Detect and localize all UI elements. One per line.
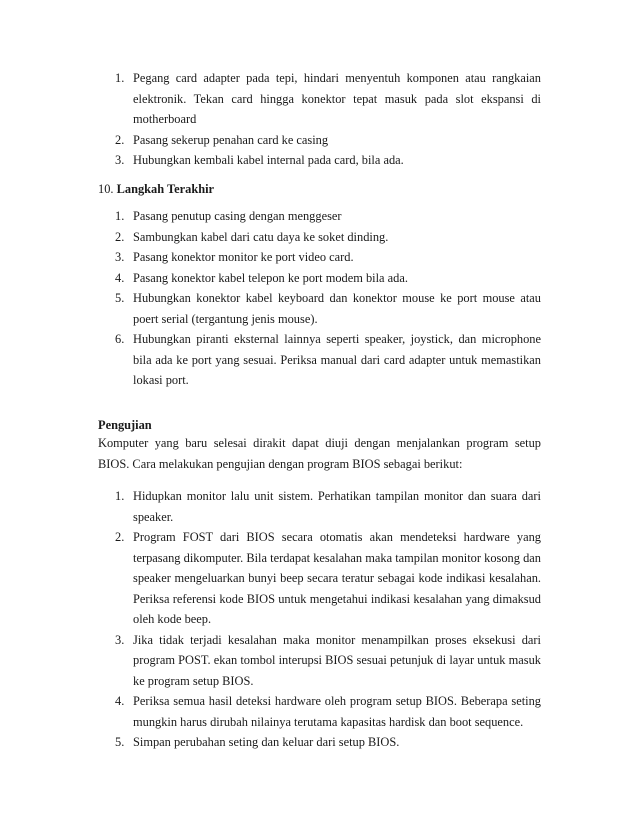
list-item-text: Hubungkan kembali kabel internal pada card, bila ada. (133, 153, 404, 167)
list-item-number: 6. (115, 332, 125, 346)
list-item-text: Simpan perubahan seting dan keluar dari setup BIOS. (133, 735, 400, 749)
pengujian-intro-paragraph: Komputer yang baru selesai dirakit dapat diuji dengan menjalankan program setup BIOS. Cara melakukan pengujian dengan program BIOS sebagai berikut: (98, 436, 541, 471)
list-item-number: 5. (115, 291, 125, 305)
list-item-text: Program FOST dari BIOS secara otomatis akan mendeteksi hardware yang terpasang dikomputer. Bila terdapat kesalahan maka tampilan monitor kosong dan speaker mengeluarkan bunyi beep secara teratur sebagai kode indikasi kesalahan. Periksa referensi kode BIOS untuk mengetahui indikasi kesalahan yang dimaksud oleh kode beep. (133, 530, 541, 626)
section-heading-langkah-terakhir (98, 179, 214, 199)
list-item (115, 630, 541, 692)
section-heading-pengujian (98, 415, 152, 435)
section-title: Pengujian (98, 418, 152, 432)
list-item (115, 527, 541, 630)
list-item-number: 4. (115, 694, 125, 708)
list-item-text: Pasang penutup casing dengan menggeser (133, 209, 342, 223)
list-item (115, 150, 541, 171)
list-item-number: 2. (115, 229, 125, 244)
list-item-text: Pegang card adapter pada tepi, hindari menyentuh komponen atau rangkaian elektronik. Tekan card hingga konektor tepat masuk pada slot ekspansi di motherboard (133, 71, 541, 126)
list-item (115, 68, 541, 130)
section-title: Langkah Terakhir (116, 182, 215, 196)
list-item (115, 732, 541, 753)
section-number: 10. (98, 182, 114, 196)
list-item (115, 691, 541, 732)
card-install-steps-list (115, 68, 541, 171)
list-item (115, 268, 541, 289)
list-item-number: 2. (115, 132, 125, 147)
list-item-text: Hidupkan monitor lalu unit sistem. Perhatikan tampilan monitor dan suara dari speaker. (133, 489, 541, 524)
list-item-number: 3. (115, 632, 125, 647)
list-item-text: Jika tidak terjadi kesalahan maka monitor menampilkan proses eksekusi dari program POST. ekan tombol interupsi BIOS sesuai petunjuk di layar untuk masuk ke program setup BIOS. (133, 632, 541, 688)
list-item-text: Sambungkan kabel dari catu daya ke soket dinding. (133, 229, 389, 244)
final-steps-list (115, 206, 541, 391)
list-item-number: 1. (115, 71, 125, 85)
list-item-text: Pasang konektor monitor ke port video card. (133, 250, 354, 264)
list-item-text: Pasang konektor kabel telepon ke port modem bila ada. (133, 270, 408, 285)
list-item-number: 1. (115, 209, 125, 223)
list-item-number: 4. (115, 270, 125, 285)
list-item-text: Hubungkan konektor kabel keyboard dan konektor mouse ke port mouse atau poert serial (tergantung jenis mouse). (133, 291, 541, 326)
list-item (115, 227, 541, 248)
bios-test-steps-list (115, 486, 541, 753)
list-item-text: Periksa semua hasil deteksi hardware oleh program setup BIOS. Beberapa seting mungkin harus dirubah nilainya terutama kapasitas hardisk dan boot sequence. (133, 694, 541, 729)
list-item-number: 1. (115, 489, 125, 503)
list-item (115, 288, 541, 329)
list-item (115, 247, 541, 268)
list-item (115, 206, 541, 227)
list-item-number: 5. (115, 735, 125, 749)
list-item-number: 2. (115, 530, 125, 544)
list-item-number: 3. (115, 153, 125, 167)
list-item (115, 130, 541, 151)
list-item (115, 329, 541, 391)
list-item-text: Pasang sekerup penahan card ke casing (133, 132, 329, 147)
list-item-text: Hubungkan piranti eksternal lainnya seperti speaker, joystick, dan microphone bila ada ke port yang sesuai. Periksa manual dari card adapter untuk memastikan lokasi port. (133, 332, 541, 387)
list-item (115, 486, 541, 527)
list-item-number: 3. (115, 250, 125, 264)
